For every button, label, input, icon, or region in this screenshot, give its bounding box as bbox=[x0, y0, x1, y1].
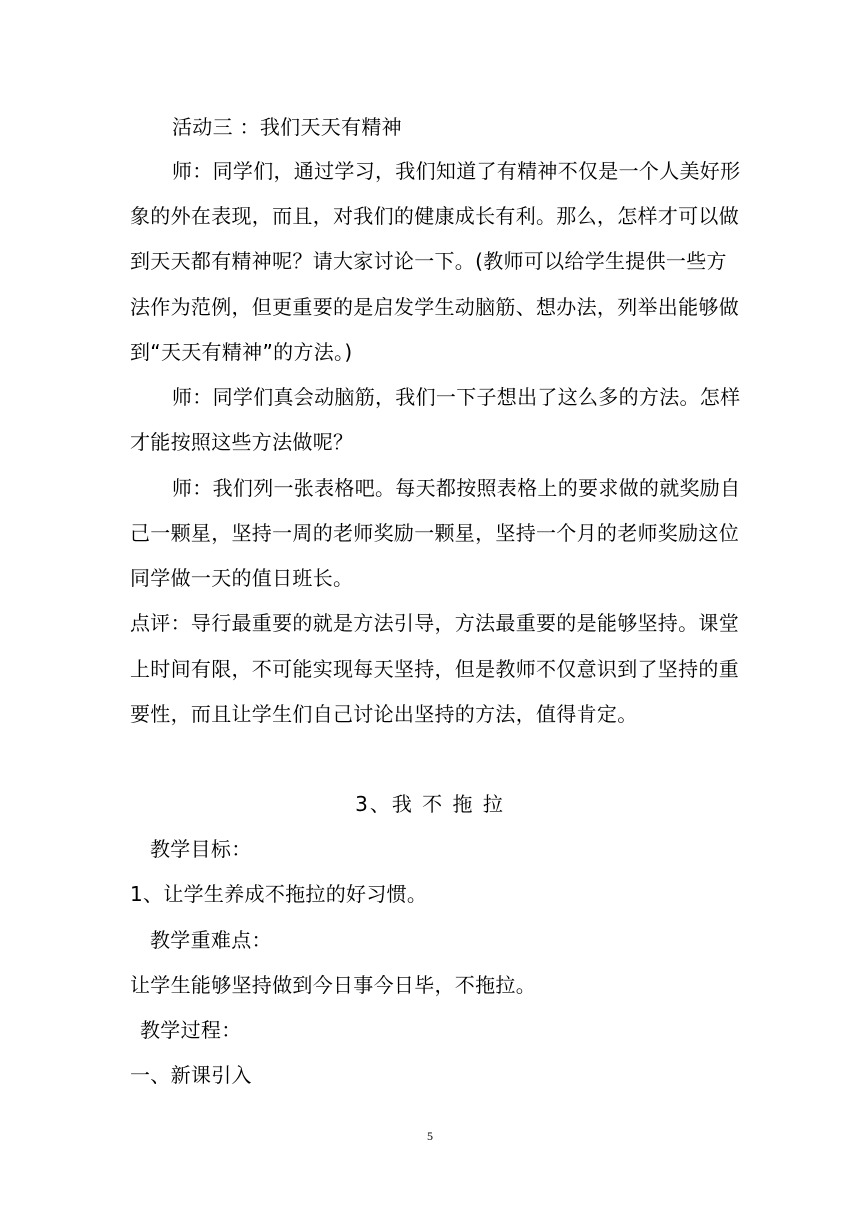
paragraph-line: 师：同学们真会动脑筋，我们一下子想出了这么多的方法。怎样 bbox=[172, 385, 741, 409]
page-number: 5 bbox=[427, 1129, 433, 1143]
paragraph-line: 师：我们列一张表格吧。每天都按照表格上的要求做的就奖励自 bbox=[172, 476, 741, 500]
process-label: 教学过程： bbox=[140, 1018, 242, 1042]
paragraph-line: 法作为范例，但更重要的是启发学生动脑筋、想办法，列举出能够做 bbox=[130, 295, 739, 319]
lesson-title: 3、我 不 拖 拉 bbox=[355, 792, 505, 816]
goals-label: 教学目标： bbox=[150, 837, 252, 861]
paragraph-line: 才能按照这些方法做呢？ bbox=[130, 430, 354, 454]
paragraph-line: 象的外在表现，而且，对我们的健康成长有利。那么，怎样才可以做 bbox=[130, 204, 739, 228]
paragraph-line: 己一颗星，坚持一周的老师奖励一颗星，坚持一个月的老师奖励这位 bbox=[130, 521, 739, 545]
paragraph-line: 师：同学们，通过学习，我们知道了有精神不仅是一个人美好形 bbox=[172, 159, 741, 183]
paragraph-line: 到“天天有精神”的方法。) bbox=[130, 340, 353, 364]
comment-line: 上时间有限，不可能实现每天坚持，但是教师不仅意识到了坚持的重 bbox=[130, 657, 739, 681]
key-point-item: 让学生能够坚持做到今日事今日毕，不拖拉。 bbox=[130, 973, 536, 997]
goal-item: 1、让学生养成不拖拉的好习惯。 bbox=[130, 882, 428, 906]
comment-line: 点评：导行最重要的就是方法引导，方法最重要的是能够坚持。课堂 bbox=[130, 611, 739, 635]
section-heading: 一、新课引入 bbox=[130, 1063, 252, 1087]
key-points-label: 教学重难点： bbox=[150, 928, 272, 952]
paragraph-line: 同学做一天的值日班长。 bbox=[130, 566, 354, 590]
paragraph-line: 到天天都有精神呢？请大家讨论一下。(教师可以给学生提供一些方 bbox=[130, 249, 727, 273]
activity-heading: 活动三 ：我们天天有精神 bbox=[172, 115, 402, 139]
comment-line: 要性，而且让学生们自己讨论出坚持的方法，值得肯定。 bbox=[130, 702, 638, 726]
